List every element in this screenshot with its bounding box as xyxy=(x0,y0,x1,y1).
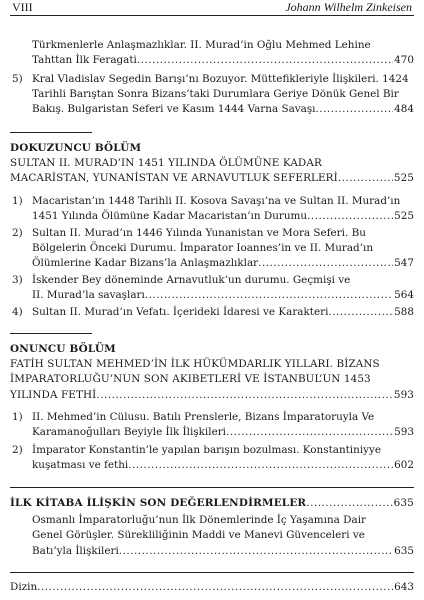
toc-page-number: 588 xyxy=(394,306,414,318)
toc-entry-number: 5) xyxy=(12,73,23,85)
section-divider xyxy=(10,572,414,573)
chapter-title-line: İMPARATORLUĞU’NUN SON AKIBETLERİ VE İSTANBUL’UN 1453 xyxy=(10,373,371,386)
chapter-title-line-with-page: MACARİSTAN, YUNANİSTAN VE ARNAVUTLUK SEFERLERİ ..... 525 xyxy=(10,171,414,186)
toc-entry-12-3: 3) İskender Bey döneminde Arnavutluk’un durumu. Geçmişi ve II. Murad’la savaşları ..... 564 xyxy=(10,273,414,303)
toc-line-text: Bakış. Bulgaristan Seferi ve Kasım 1444 Varna Savaşı xyxy=(32,103,316,116)
toc-entry-4-continued xyxy=(10,38,414,68)
chapter-title-line: FATİH SULTAN MEHMED’İN İLK HÜKÜMDARLIK YILLARI. BİZANS xyxy=(10,358,380,371)
section-divider xyxy=(10,333,92,334)
toc-line-with-page xyxy=(10,53,414,68)
section-heading-with-page: İLK KİTABA İLİŞKİN SON DEĞERLENDİRMELER ..... 635 xyxy=(10,496,414,511)
toc-page-number: 602 xyxy=(394,459,414,472)
toc-entry-5 xyxy=(10,72,414,118)
toc-line: Türkmenlerle Anlaşmazlıklar. II. Murad’in Oğlu Mehmed Lehine xyxy=(32,39,371,51)
toc-page-number: 547 xyxy=(394,257,414,270)
chapter-heading: ONUNCU BÖLÜM xyxy=(10,343,116,355)
final-evaluations: İLK KİTABA İLİŞKİN SON DEĞERLENDİRMELER ..... 635 Osmanlı İmparatorluğu’nun İlk Dönemlerinde İç Yaşamına Dair Genel Görüşler. Sürekliliğinin Maddi ve Manevi Güvenceleri ve Batı’yla İlişkileri ..... 635 xyxy=(10,496,414,559)
chapter-heading: DOKUZUNCU BÖLÜM xyxy=(10,142,142,154)
toc-line: Kral Vladislav Segedin Barışı’nı Bozuyor. Müttefikleriyle İlişkileri. 1424 xyxy=(32,73,409,85)
chapter-title-line: SULTAN II. MURAD’IN 1451 YILINDA ÖLÜMÜNE KADAR xyxy=(10,157,322,170)
toc-entry-13-1: 1) II. Mehmed’in Cülusu. Batılı Prenslerle, Bizans İmparatoruyla Ve Karamanoğulları Beyiyle İlk İlişkileri ..... 593 xyxy=(10,410,414,440)
toc-page-number: 525 xyxy=(393,172,414,185)
toc-page-number: 635 xyxy=(394,544,414,557)
toc-line-with-page xyxy=(10,102,414,117)
toc-page-number: 593 xyxy=(394,426,414,439)
toc-page-number: 525 xyxy=(394,210,414,223)
toc-entry-12-1: 1) Macaristan’ın 1448 Tarihli II. Kosova Savaşı’na ve Sultan II. Murad’ın 1451 Yılında Ölümüne Kadar Macaristan’ın Durumu ..... 525 xyxy=(10,194,414,224)
chapter-title-line-with-page: YILINDA FETHİ ..... 593 xyxy=(10,388,414,403)
toc-page-number: 593 xyxy=(393,388,414,401)
toc-page-number: 470 xyxy=(394,54,414,67)
toc-entry-13-2: 2) İmparator Konstantin’le yapılan barışın bozulması. Konstantiniyye kuşatması ve fethi ..... 602 xyxy=(10,443,414,473)
page-number: VIII xyxy=(12,0,33,14)
running-author: Johann Wilhelm Zinkeisen xyxy=(285,0,412,14)
toc-page-number: 635 xyxy=(393,497,414,509)
toc-page-number: 484 xyxy=(394,103,414,116)
toc-line-text: Tahttan İlk Feragati xyxy=(32,54,137,67)
toc-page-number: 643 xyxy=(394,581,414,593)
section-divider xyxy=(10,132,92,133)
toc-entry-12-2: 2) Sultan II. Murad’ın 1446 Yılında Yunanistan ve Mora Seferi. Bu Bölgelerin Önceki Durumu. İmparator Ioannes’in ve II. Murad’ın Ölümlerine Kadar Bizans’la Anlaşmazlıklar ..... 547 xyxy=(10,226,414,272)
toc-entry-12-4: 4) Sultan II. Murad’ın Vefatı. İçerideki İdaresi ve Karakteri ..... 588 xyxy=(10,305,414,320)
toc-line: Tarihli Barıştan Sonra Bizans’taki Durumlara Geriye Dönük Genel Bir xyxy=(32,88,399,101)
chapter-dokuzuncu xyxy=(10,141,414,187)
index-entry: Dizin ..... 643 xyxy=(10,580,414,595)
page-header xyxy=(10,0,414,16)
section-divider xyxy=(10,487,414,488)
chapter-onuncu xyxy=(10,342,414,403)
toc-page-number: 564 xyxy=(394,289,414,302)
